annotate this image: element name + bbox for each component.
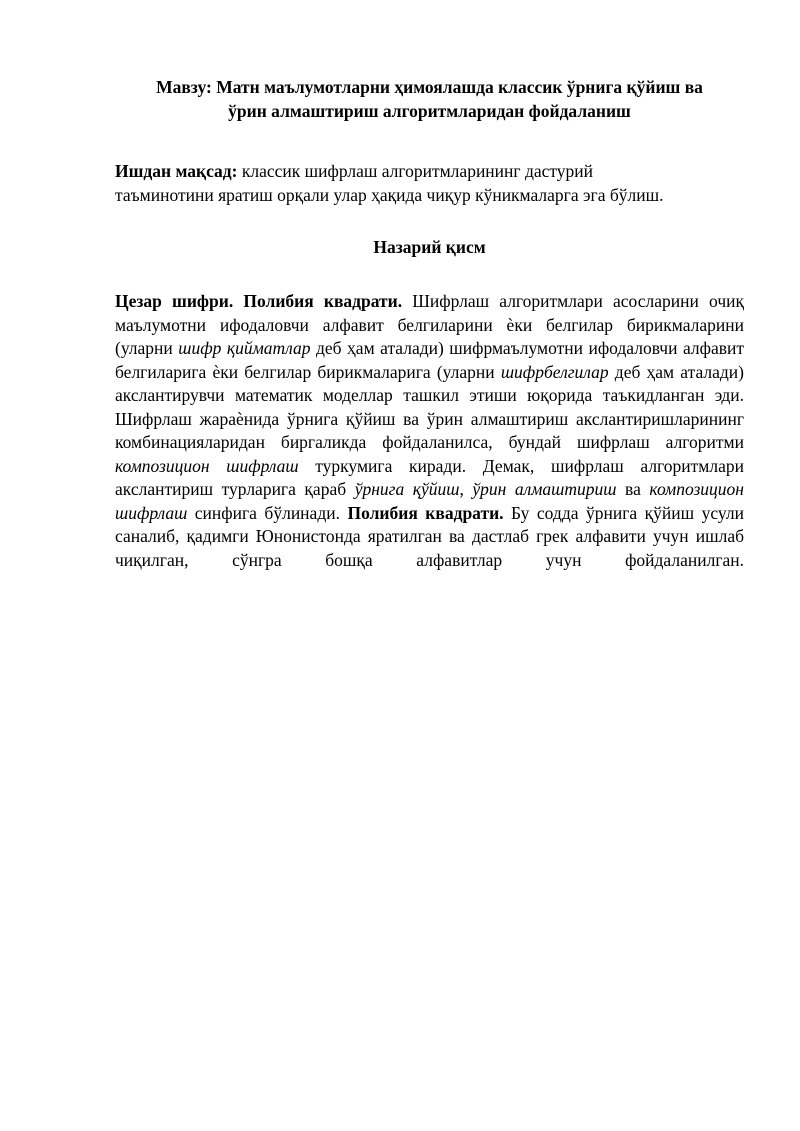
para-italic-4: ўрнига қўйиш [354, 479, 460, 499]
document-title [115, 76, 744, 123]
para-text-8: Бу содда ўрнига қўйиш усули саналиб, қадимги Юнонистонда яратилган ва дастлаб грек алфавити учун ишлаб чиқилган, сўнгра бошқа алфавитлар учун фойдаланилган. [115, 502, 744, 570]
goal-paragraph [115, 160, 744, 207]
title-line-2: ўрин алмаштириш алгоритмларидан фойдаланиш [228, 100, 631, 121]
theory-paragraph [115, 290, 744, 572]
goal-text-2: таъминотини яратиш орқали улар ҳақида чиқур кўникмаларга эга бўлиш. [115, 184, 664, 205]
section-heading: Назарий қисм [373, 237, 486, 257]
para-text-1: Шифрлаш алгоритмлари асосларини очиқ маълумотни ифодаловчи алфавит белгиларини ѐки белгилар бирикмаларини (уларни [115, 291, 744, 358]
para-text-3: деб ҳам аталади) акслантирувчи математик моделлар ташкил этиши юқорида таъкидланган эди. Шифрлаш жараѐнида ўрнига қўйиш ва ўрин алмаштириш акслантиришларининг комбинацияларидан биргаликда фойдаланилса, бундай шифрлаш алгоритми [115, 361, 744, 452]
lead-bold-text: Цезар шифри. Полибия квадрати. [115, 291, 403, 311]
para-text-6: ва [616, 479, 650, 499]
title-line-1: Мавзу: Матн маълумотларни ҳимоялашда классик ўрнига қўйиш ва [156, 77, 703, 97]
goal-text-1: классик шифрлаш алгоритмларининг дастурий [237, 161, 594, 181]
para-text-2: деб ҳам аталади) шифрмаълумотни ифодаловчи алфавит белгиларига ѐки белгилар бирикмаларига (уларни [115, 338, 744, 382]
para-italic-3: композицион шифрлаш [115, 455, 299, 476]
goal-label: Ишдан мақсад: [115, 161, 238, 181]
para-text-5: , [459, 479, 473, 499]
para-italic-2: шифрбелгилар [500, 361, 609, 382]
para-italic-6: композицион шифрлаш [115, 479, 744, 523]
para-bold-2: Полибия квадрати. [347, 502, 504, 523]
para-italic-1: шифр қийматлар [178, 338, 311, 358]
para-italic-5: ўрин алмаштириш [472, 479, 617, 499]
para-text-4: туркумига киради. Демак, шифрлаш алгоритмлари акслантириш турларига қараб [115, 455, 744, 499]
para-text-7: синфига бўлинади. [187, 502, 348, 523]
